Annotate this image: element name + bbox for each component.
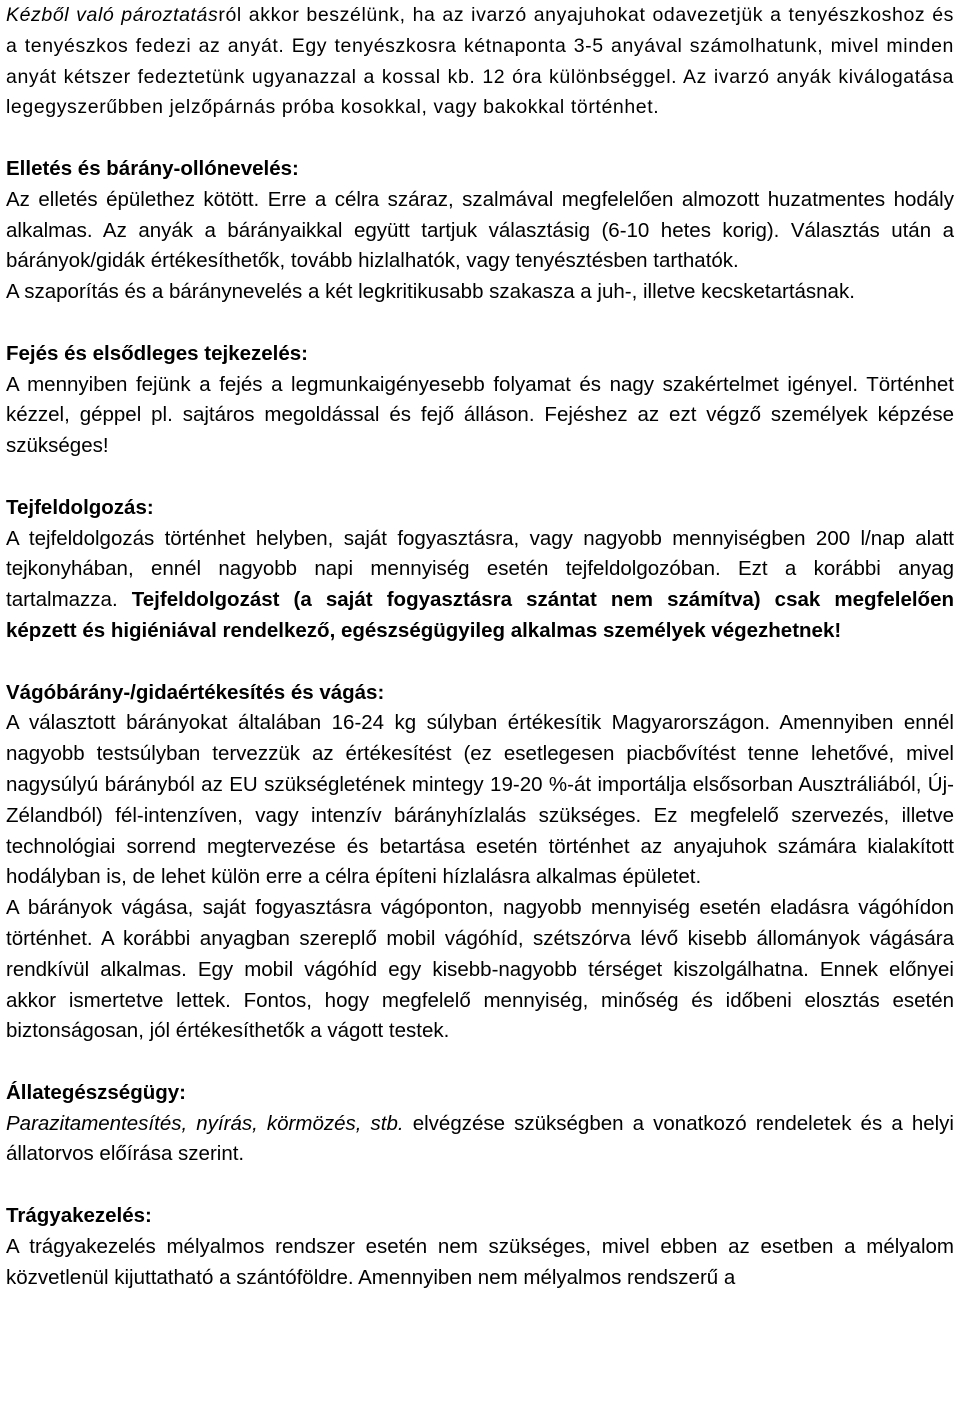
section-tejfeldolgozas	[6, 493, 954, 647]
section-heading-vagas: Vágóbárány-/gidaértékesítés és vágás:	[6, 680, 385, 704]
allategeszseg-text: elvégzése szükségben a vonatkozó rendeletek és a helyi állatorvos előírása szerint.	[6, 1111, 954, 1166]
section-heading-tragya: Trágyakezelés:	[6, 1204, 152, 1228]
section-tragya	[6, 1201, 954, 1293]
allategeszseg-italic: Parazitamentesítés, nyírás, körmözés, stb.	[6, 1111, 404, 1135]
tejfeldolgozas-text: A tejfeldolgozás történhet helyben, saját fogyasztásra, vagy nagyobb mennyiségben 200 l/nap alatt tejkonyhában, ennél nagyobb napi mennyiség esetén tejfeldolgozóban. Ezt a korábbi anyag tartalmazza.	[6, 526, 954, 612]
elletes-text2: A szaporítás és a báránynevelés a két legkritikusabb szakasza a juh-, illetve kecsketartásnak.	[6, 280, 855, 304]
section-heading-allategeszseg: Állategészségügy:	[6, 1080, 186, 1104]
fejes-text: A mennyiben fejünk a fejés a legmunkaigényesebb folyamat és nagy szakértelmet igényel. Történhet kézzel, géppel pl. sajtáros megoldással és fejő álláson. Fejéshez az ezt végző személyek képzése szükséges!	[6, 372, 954, 458]
allategeszseg-paragraph	[6, 1109, 954, 1171]
elletes-paragraph	[6, 185, 954, 277]
section-heading-tejfeldolgozas: Tejfeldolgozás:	[6, 495, 154, 519]
tejfeldolgozas-bold: Tejfeldolgozást (a saját fogyasztásra szántat nem számítva) csak megfelelően képzett és higiéniával rendelkező, egészségügyileg alkalmas személyek végezhetnek!	[6, 588, 954, 642]
section-allategeszseg	[6, 1078, 954, 1170]
section-heading-elletes: Elletés és bárány-ollónevelés:	[6, 156, 299, 180]
section-heading-fejes: Fejés és elsődleges tejkezelés:	[6, 341, 308, 365]
elletes-line1-text: Az elletés épülethez kötött.	[6, 187, 268, 211]
intro-paragraph	[6, 0, 954, 123]
section-fejes	[6, 339, 954, 462]
vagas-text: A választott bárányokat általában 16-24 kg súlyban értékesítik Magyarországon. Amennyiben ennél nagyobb testsúlyban tervezzük az értékesítést (ez esetlegesen piacbővítést tenne lehetővé, mivel nagysúlyú bárányból az EU szükségletének mintegy 19-20 %-át importálja elsősorban Ausztráliából, Új-Zélandból) fél-intenzíven, vagy intenzív bárányhízlalás szükséges. Ez megfelelő szervezés, illetve technológiai sorrend megtervezése és betartása esetén történhet az anyajuhok számára kialakított hodályban is, de lehet külön erre a célra építeni hízlalásra alkalmas épületet.	[6, 711, 954, 889]
intro-italic-lead: Kézből való pároztatás	[6, 4, 219, 26]
section-elletes	[6, 154, 954, 308]
intro-text: ról akkor beszélünk, ha az ivarzó anyajuhokat odavezetjük a tenyészkoshoz és a tenyészkos fedezi az anyát. Egy tenyészkosra kétnaponta 3-5 anyával számolhatunk, mivel minden anyát kétszer fedeztetünk ugyanazzal a kossal kb. 12 óra különbséggel. Az ivarzó anyák kiválogatása legegyszerűbben jelzőpárnás próba kosokkal, vagy bakokkal történhet.	[6, 4, 954, 119]
elletes-body-text: Erre a célra száraz, szalmával megfelelően almozott huzatmentes hodály alkalmas. Az anyák a bárányaikkal együtt tartjuk választásig (6-10 hetes korig). Választás után a bárányok/gidák értékesíthetők, tovább hizlalhatók, vagy tenyésztésben tarthatók.	[6, 187, 954, 273]
tragya-text: A trágyakezelés mélyalmos rendszer esetén nem szükséges, mivel ebben az esetben a mélyalom közvetlenül kijuttatható a szántóföldre. Amennyiben nem mélyalmos rendszerű a	[6, 1234, 954, 1289]
tejfeldolgozas-paragraph	[6, 524, 954, 647]
vagas-text2: A bárányok vágása, saját fogyasztásra vágóponton, nagyobb mennyiség esetén eladásra vágóhídon történhet. A korábbi anyagban szereplő mobil vágóhíd, szétszórva lévő kisebb állományok vágására rendkívül alkalmas. Egy mobil vágóhíd egy kisebb-nagyobb térséget kiszolgálhatna. Ennek előnyei akkor ismertetve lettek. Fontos, hogy megfelelő mennyiség, minőség és időbeni elosztás esetén biztonságosan, jól értékesíthetők a vágott testek.	[6, 896, 954, 1043]
section-vagas	[6, 678, 954, 1048]
